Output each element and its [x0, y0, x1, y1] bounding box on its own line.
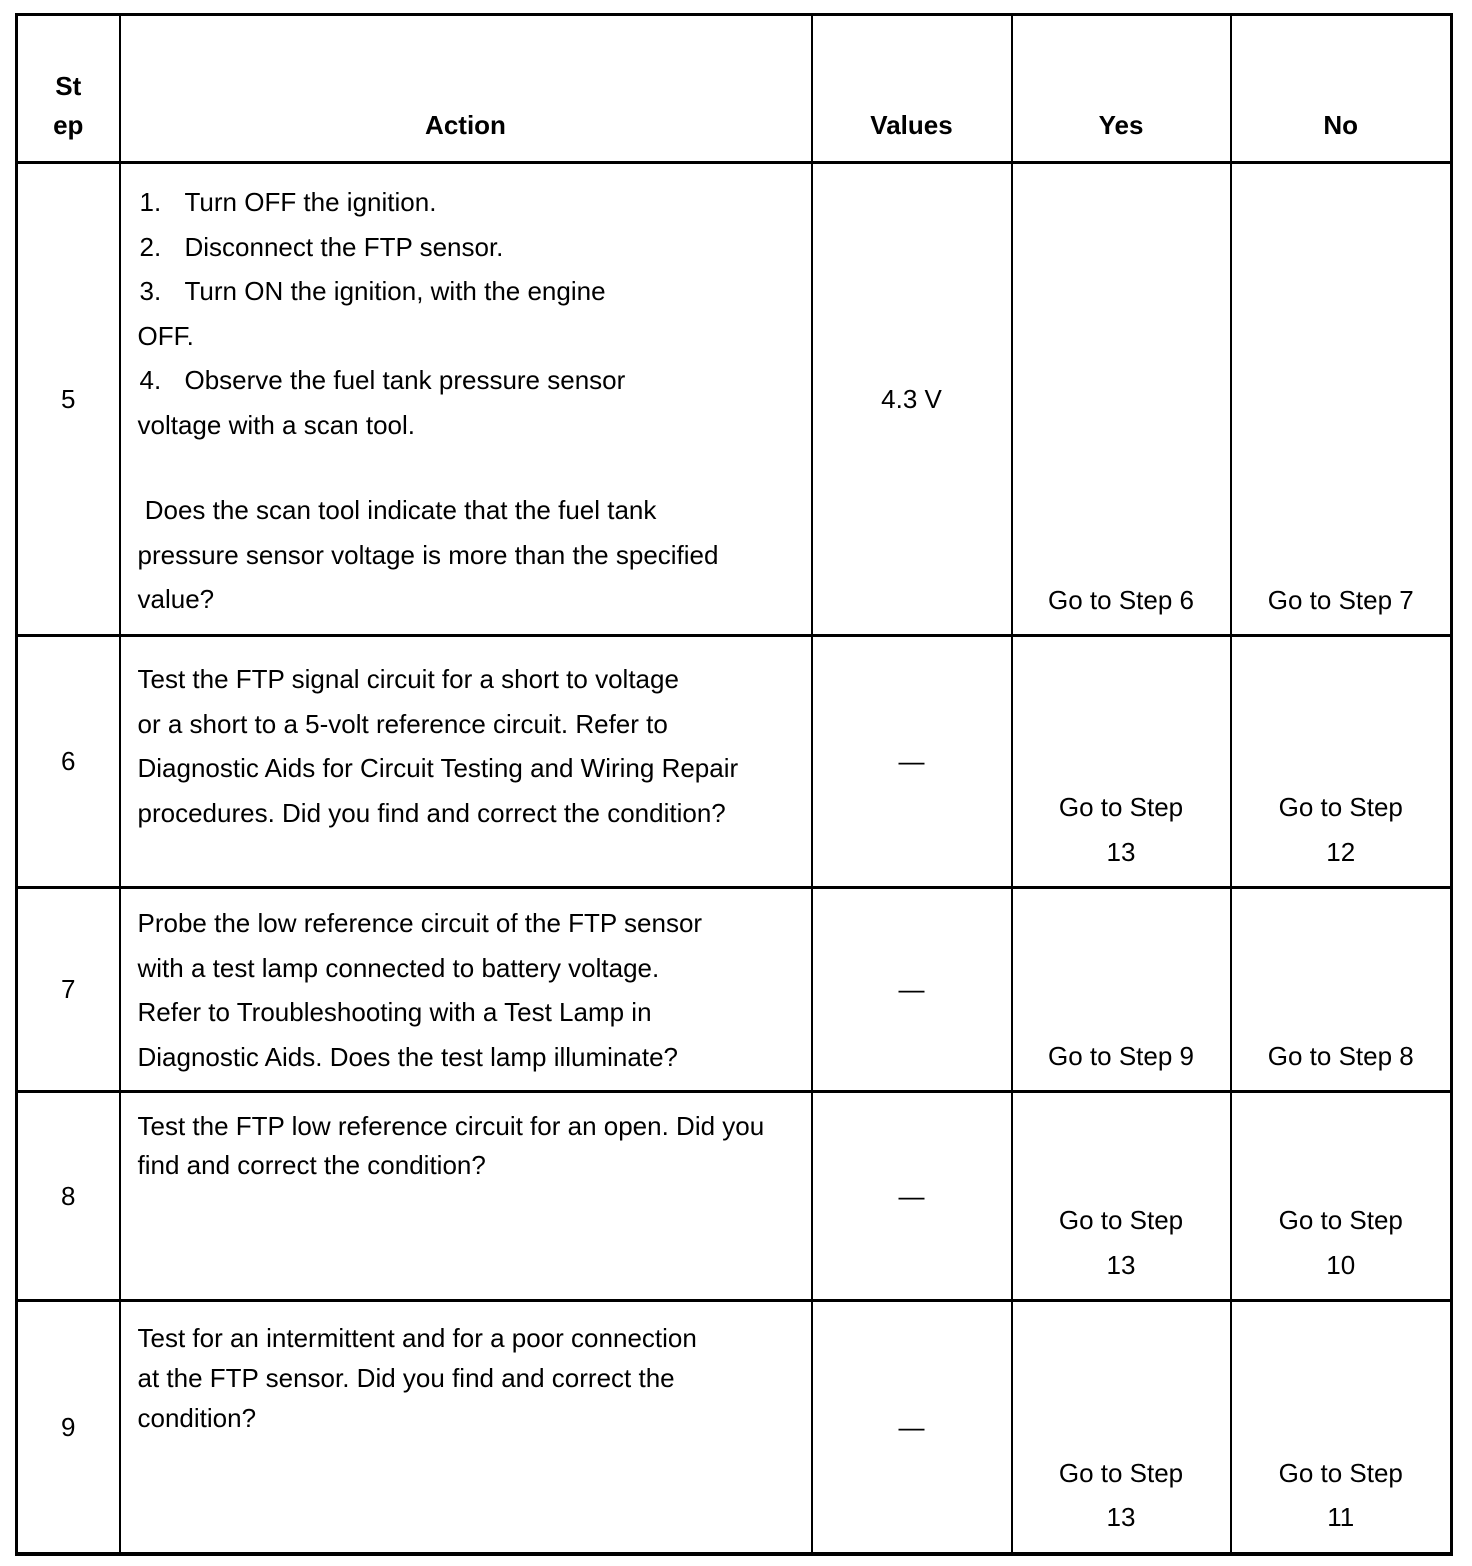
action-line: Test for an intermittent and for a poor connection: [137, 1323, 697, 1353]
header-values: Values: [812, 15, 1012, 163]
no-link[interactable]: Go to Step 7: [1267, 584, 1414, 615]
action-line: [138, 225, 797, 270]
yes-link-step-number[interactable]: 13: [1106, 1249, 1136, 1280]
yes-link[interactable]: Go to Step 9: [1048, 1040, 1194, 1071]
list-text: Disconnect the FTP sensor.: [184, 231, 504, 262]
spacer: [138, 447, 797, 488]
no-cell: [1231, 636, 1452, 888]
table-row: [17, 636, 1452, 888]
yes-link[interactable]: Go to Step: [1058, 1205, 1184, 1235]
header-step-line2: ep: [53, 110, 84, 140]
action-line: [138, 358, 797, 403]
action-line: or a short to a 5-volt reference circuit. Refer to: [137, 708, 668, 739]
no-link[interactable]: Go to Step: [1278, 792, 1403, 822]
action-line: value?: [137, 584, 215, 614]
value-cell: —: [812, 888, 1012, 1092]
yes-link[interactable]: Go to Step: [1058, 1457, 1184, 1488]
action-cell: [120, 636, 812, 888]
yes-link-step-number[interactable]: 13: [1106, 836, 1136, 867]
no-cell: [1231, 888, 1452, 1092]
value-cell: —: [812, 636, 1012, 888]
table-row: [17, 163, 1452, 636]
header-no: No: [1231, 15, 1452, 163]
no-cell: [1231, 1092, 1452, 1301]
yes-cell: [1012, 636, 1231, 888]
action-line: Does the scan tool indicate that the fuel tank: [137, 495, 657, 525]
action-line: Test the FTP low reference circuit for an open. Did you: [137, 1111, 765, 1141]
diagnostic-table: [15, 13, 1453, 1556]
no-link[interactable]: Go to Step: [1278, 1457, 1403, 1488]
list-number: 4.: [139, 365, 162, 395]
action-line: find and correct the condition?: [137, 1150, 486, 1180]
no-link-step-number[interactable]: 10: [1326, 1249, 1356, 1280]
step-number: 5: [17, 163, 120, 636]
yes-cell: [1012, 1092, 1231, 1301]
action-line: condition?: [137, 1403, 257, 1433]
value-cell: —: [812, 1092, 1012, 1301]
value-cell: 4.3 V: [812, 163, 1012, 636]
step-number: 7: [17, 888, 120, 1092]
list-number: 1.: [139, 187, 162, 217]
yes-cell: [1012, 163, 1231, 636]
value-cell: —: [812, 1301, 1012, 1554]
no-link[interactable]: Go to Step 8: [1267, 1040, 1414, 1071]
header-action: Action: [120, 15, 812, 163]
no-link[interactable]: Go to Step: [1278, 1205, 1403, 1235]
table-row: [17, 1092, 1452, 1301]
action-line: Diagnostic Aids for Circuit Testing and Wiring Repair: [137, 753, 739, 783]
action-line: OFF.: [137, 320, 194, 351]
action-cell: [120, 1301, 812, 1554]
header-step: [17, 15, 120, 163]
step-number: 6: [17, 636, 120, 888]
no-cell: [1231, 1301, 1452, 1554]
table-row: [17, 888, 1452, 1092]
action-line: voltage with a scan tool.: [137, 409, 415, 440]
action-line: procedures. Did you find and correct the condition?: [137, 797, 726, 828]
action-line: with a test lamp connected to battery voltage.: [137, 952, 660, 983]
list-text: Turn ON the ignition, with the engine: [184, 276, 606, 306]
action-line: at the FTP sensor. Did you find and correct the: [137, 1363, 675, 1393]
action-line: [138, 180, 797, 225]
table-row: [17, 1301, 1452, 1554]
action-line: Test the FTP signal circuit for a short to voltage: [137, 664, 679, 694]
yes-cell: [1012, 1301, 1231, 1554]
header-step-line1: St: [55, 71, 82, 101]
action-line: [138, 269, 797, 314]
no-link-step-number[interactable]: 12: [1326, 836, 1356, 867]
yes-cell: [1012, 888, 1231, 1092]
yes-link[interactable]: Go to Step 6: [1048, 584, 1194, 615]
yes-link[interactable]: Go to Step: [1058, 792, 1184, 822]
action-line: pressure sensor voltage is more than the specified: [137, 539, 719, 570]
action-line: Refer to Troubleshooting with a Test Lamp in: [137, 997, 652, 1027]
step-number: 8: [17, 1092, 120, 1301]
list-text: Observe the fuel tank pressure sensor: [184, 365, 626, 395]
header-yes: Yes: [1012, 15, 1231, 163]
no-cell: [1231, 163, 1452, 636]
yes-link-step-number[interactable]: 13: [1106, 1502, 1136, 1532]
step-number: 9: [17, 1301, 120, 1554]
action-cell: [120, 888, 812, 1092]
list-text: Turn OFF the ignition.: [184, 187, 437, 217]
action-line: Probe the low reference circuit of the FTP sensor: [137, 908, 703, 938]
action-cell: [120, 163, 812, 636]
action-cell: [120, 1092, 812, 1301]
header-row: [17, 15, 1452, 163]
list-number: 2.: [139, 231, 162, 262]
no-link-step-number[interactable]: 11: [1327, 1502, 1355, 1532]
action-line: Diagnostic Aids. Does the test lamp illuminate?: [137, 1041, 678, 1072]
list-number: 3.: [139, 276, 162, 306]
